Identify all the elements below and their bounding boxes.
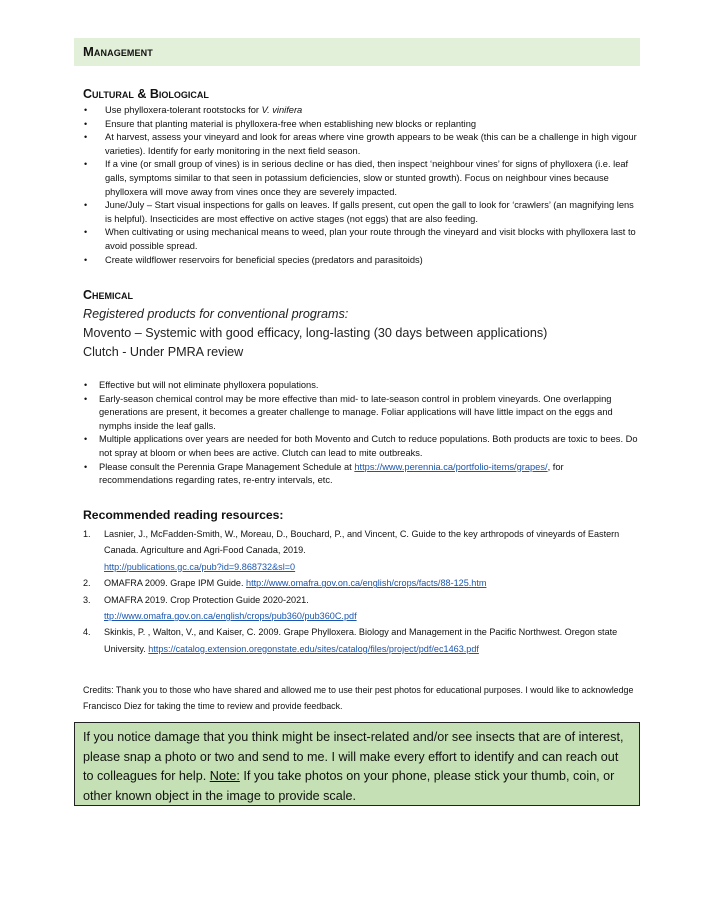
management-banner bbox=[74, 38, 640, 66]
reference-link[interactable]: http://publications.gc.ca/pub?id=9.868732&sl=0 bbox=[104, 561, 296, 572]
list-item: • Please consult the Perennia Grape Management Schedule at https://www.perennia.ca/portfolio-items/grapes/, for recommendations regarding rates, re-entry intervals, etc. bbox=[84, 461, 640, 488]
list-item: • Use phylloxera-tolerant rootstocks for V. vinifera bbox=[84, 104, 640, 118]
reference-link[interactable]: http://www.omafra.gov.on.ca/english/crops/facts/88-125.htm bbox=[246, 578, 487, 589]
chemical-list bbox=[84, 379, 640, 488]
list-item: • Early-season chemical control may be more effective than mid- to late-season control in problem vineyards. One overlapping generations are present, it becomes a greater challenge to manage. Foliar applications will have little impact on the eggs and nymphs inside the leaf galls. bbox=[84, 393, 640, 434]
reading-title: Recommended reading resources: bbox=[83, 508, 284, 522]
list-item: • Create wildflower reservoirs for beneficial species (predators and parasitoids) bbox=[84, 254, 640, 268]
management-title: Management bbox=[83, 44, 153, 59]
product-clutch: Clutch - Under PMRA review bbox=[83, 345, 244, 359]
list-item: • June/July – Start visual inspections for galls on leaves. If galls present, cut open the gall to look for ‘crawlers’ (an magnifying lens is helpful). Insecticides are most effective on active stages (not eggs) that are also feeding. bbox=[84, 199, 640, 226]
chemical-subheading: Registered products for conventional programs: bbox=[83, 307, 349, 321]
cultural-heading: Cultural & Biological bbox=[83, 87, 209, 101]
credits-text: Credits: Thank you to those who have shared and allowed me to use their pest photos for educational purposes. I would like to acknowledge Francisco Diez for taking the time to review and provide feedback. bbox=[83, 685, 634, 712]
reference-item: 3. OMAFRA 2019. Crop Protection Guide 2020-2021. ttp://www.omafra.gov.on.ca/english/crops/pub360/pub360C.pdf bbox=[83, 594, 357, 622]
reference-link[interactable]: ttp://www.omafra.gov.on.ca/english/crops/pub360/pub360C.pdf bbox=[104, 611, 357, 622]
reference-link[interactable]: https://catalog.extension.oregonstate.edu/sites/catalog/files/project/pdf/ec1463.pdf bbox=[148, 643, 479, 654]
product-movento: Movento – Systemic with good efficacy, long-lasting (30 days between applications) bbox=[83, 326, 548, 340]
reference-item: 4. Skinkis, P. , Walton, V., and Kaiser, C. 2009. Grape Phylloxera. Biology and Management in the Pacific Northwest. Oregon state University. https://catalog.extension.oregonstate.edu/sites/catalog/files/project/pdf/ec1463.pdf bbox=[83, 627, 618, 654]
list-item: • When cultivating or using mechanical means to weed, plan your route through the vineyard and visit blocks with phylloxera last to avoid possible spread. bbox=[84, 226, 640, 253]
reading-list bbox=[83, 526, 643, 657]
note-label: Note: bbox=[209, 769, 240, 784]
list-item: • Effective but will not eliminate phylloxera populations. bbox=[84, 379, 640, 393]
reference-item: 2. OMAFRA 2009. Grape IPM Guide. http://www.omafra.gov.on.ca/english/crops/facts/88-125.htm bbox=[83, 578, 487, 589]
contact-callout: If you notice damage that you think might be insect-related and/or see insects that are of interest, please snap a photo or two and send to me. I will make every effort to identify and can reach out to colleagues for help. Note: If you take photos on your phone, please stick your thumb, coin, or other known object in the image to provide scale. bbox=[74, 722, 640, 806]
chemical-heading: Chemical bbox=[83, 288, 134, 302]
list-item: • At harvest, assess your vineyard and look for areas where vine growth appears to be weak (this can be a challenge in high vigour varieties). Identify for early monitoring in the next field season. bbox=[84, 131, 640, 158]
list-item: • Multiple applications over years are needed for both Movento and Cutch to reduce populations. Both products are toxic to bees. Do not spray at bloom or when bees are active. Clutch can lead to mite outbreaks. bbox=[84, 433, 640, 460]
perennia-link[interactable]: https://www.perennia.ca/portfolio-items/grapes/ bbox=[354, 461, 548, 472]
reference-item: 1. Lasnier, J., McFadden-Smith, W., Moreau, D., Bouchard, P., and Vincent, C. Guide to the key arthropods of vineyards of Eastern Canada. Agriculture and Agri-Food Canada, 2019. http://publications.gc.ca/pub?id=9.868732&sl=0 bbox=[83, 529, 620, 572]
list-item: • If a vine (or small group of vines) is in serious decline or has died, then inspect ‘neighbour vines’ for signs of phylloxera (i.e. leaf galls, symptoms similar to that seen in potassium deficiencies, slow or stunted growth). Focus on neighbour vines because phylloxera will move away from vines once they are severely impacted. bbox=[84, 158, 640, 199]
cultural-list bbox=[84, 104, 640, 267]
list-item: • Ensure that planting material is phylloxera-free when establishing new blocks or replanting bbox=[84, 118, 640, 132]
